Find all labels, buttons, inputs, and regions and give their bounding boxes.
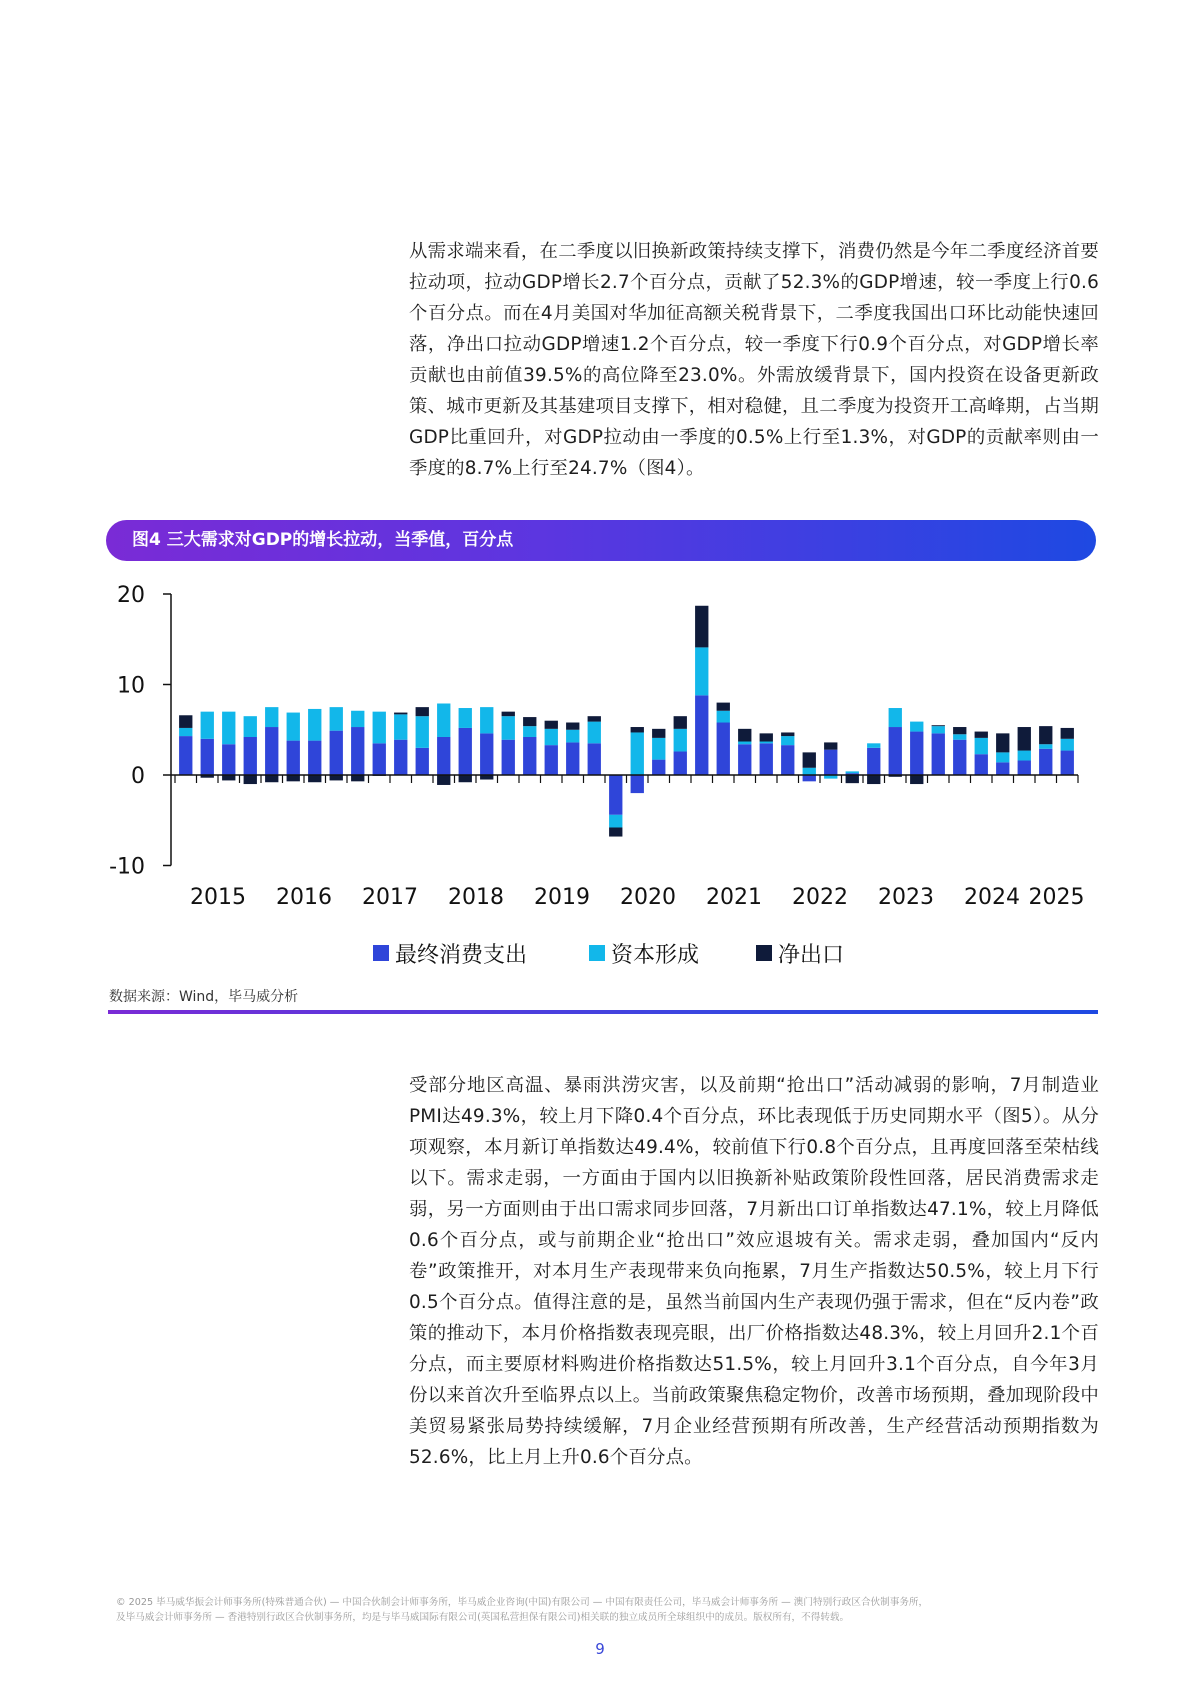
- bar-2024Q1-capital: [953, 734, 966, 739]
- bar-2018Q3-capital: [480, 707, 493, 733]
- bar-2021Q3-consumption: [738, 744, 751, 775]
- bar-2024Q2-capital: [975, 738, 988, 754]
- bar-2017Q2-consumption: [373, 743, 386, 775]
- legend-label-consumption: 最终消费支出: [395, 943, 528, 968]
- bar-2020Q3-capital: [652, 738, 665, 760]
- bar-2018Q4-consumption: [502, 740, 515, 775]
- bar-2024Q4-capital: [1018, 751, 1031, 761]
- paragraph-pmi: 受部分地区高温、暴雨洪涝灾害，以及前期“抢出口”活动减弱的影响，7月制造业PMI达49.3%，较上月下降0.4个百分点，环比表现低于历史同期水平（图5）。从分项观察，本月新订单指数达49.4%，较前值下行0.8个百分点，且再度回落至荣枯线以下。需求走弱，一方面由于国内以旧换新补贴政策阶段性回落，居民消费需求走弱，另一方面则由于出口需求同步回落，7月新出口订单指数达47.1%，较上月降低0.6个百分点，或与前期企业“抢出口”效应退坡有关。需求走弱，叠加国内“反内卷”政策推开，对本月生产表现带来负向拖累，7月生产指数达50.5%，较上月下行0.5个百分点。值得注意的是，虽然当前国内生产表现仍强于需求，但在“反内卷”政策的推动下，本月价格指数表现亮眼，出厂价格指数达48.3%，较上月回升2.1个百分点，而主要原材料购进价格指数达51.5%，较上月回升3.1个百分点，自今年3月份以来首次升至临界点以上。当前政策聚焦稳定物价，改善市场预期，叠加现阶段中美贸易紧张局势持续缓解，7月企业经营预期有所改善，生产经营活动预期指数为52.6%，比上月上升0.6个百分点。: [409, 1075, 1099, 1468]
- bar-2024Q2-net-exports: [975, 732, 988, 738]
- bar-2016Q3-capital: [308, 709, 321, 741]
- data-source-note: 数据来源：Wind，毕马威分析: [109, 989, 299, 1005]
- bar-2015Q4-net-exports: [244, 775, 257, 784]
- x-year-label: 2023: [878, 885, 934, 910]
- bar-2016Q1-capital: [265, 707, 278, 727]
- bar-2018Q1-consumption: [437, 737, 450, 775]
- bar-2024Q1-net-exports: [953, 727, 966, 734]
- bar-2020Q4-net-exports: [674, 716, 687, 729]
- bar-2016Q2-capital: [287, 713, 300, 741]
- bar-2022Q3-net-exports: [824, 742, 837, 749]
- bar-2020Q3-net-exports: [652, 729, 665, 738]
- legend-label-net-exports: 净出口: [778, 943, 845, 968]
- bar-2021Q3-capital: [738, 742, 751, 745]
- bar-2017Q4-consumption: [416, 748, 429, 775]
- bar-2019Q4-net-exports: [588, 716, 601, 721]
- x-year-label: 2015: [190, 885, 246, 910]
- bar-2021Q3-net-exports: [738, 729, 751, 742]
- figure-title-banner: 图4 三大需求对GDP的增长拉动，当季值，百分点: [106, 520, 1096, 561]
- bar-2023Q4-consumption: [932, 733, 945, 775]
- bar-2019Q4-capital: [588, 722, 601, 744]
- legend-swatch-consumption: [373, 945, 389, 961]
- bar-2019Q1-net-exports: [523, 717, 536, 726]
- bar-2020Q1-net-exports: [609, 827, 622, 836]
- bar-2025Q1-net-exports: [1039, 726, 1052, 744]
- y-tick-label: 0: [131, 764, 145, 789]
- bar-2024Q2-consumption: [975, 754, 988, 775]
- legend-label-capital: 资本形成: [611, 943, 700, 968]
- bar-2020Q4-capital: [674, 729, 687, 752]
- y-tick-label: -10: [109, 854, 145, 880]
- bar-2020Q2-consumption: [631, 775, 644, 793]
- bar-2018Q2-consumption: [459, 728, 472, 775]
- bar-2022Q3-consumption: [824, 750, 837, 775]
- bar-2020Q4-consumption: [674, 751, 687, 775]
- bar-2015Q4-consumption: [244, 737, 257, 775]
- bar-2025Q1-capital: [1039, 744, 1052, 749]
- bar-2020Q3-consumption: [652, 760, 665, 775]
- bar-2020Q1-consumption: [609, 775, 622, 815]
- copyright-line-1: © 2025 毕马威华振会计师事务所(特殊普通合伙) — 中国合伙制会计师事务所，毕马威企业咨询(中国)有限公司 — 中国有限责任公司，毕马威会计师事务所 — 澳门特别行政区合伙制事务所，: [116, 1597, 929, 1608]
- bar-2023Q3-capital: [910, 722, 923, 732]
- source-divider: [108, 1010, 1098, 1014]
- bar-2015Q1-net-exports: [179, 715, 192, 728]
- bar-2015Q1-consumption: [179, 736, 192, 775]
- bar-2016Q4-capital: [330, 707, 343, 731]
- bar-2022Q4-net-exports: [846, 775, 859, 783]
- bar-2018Q1-capital: [437, 704, 450, 737]
- bar-2025Q1-consumption: [1039, 749, 1052, 775]
- bar-2018Q4-capital: [502, 716, 515, 740]
- bar-2023Q1-capital: [867, 743, 880, 748]
- x-year-label: 2021: [706, 885, 762, 910]
- bar-2017Q1-consumption: [351, 727, 364, 775]
- bar-2015Q3-consumption: [222, 744, 235, 775]
- bar-2021Q4-consumption: [760, 743, 773, 775]
- x-year-label: 2018: [448, 885, 504, 910]
- bar-2019Q1-capital: [523, 726, 536, 737]
- bar-2017Q3-net-exports: [394, 713, 407, 715]
- x-year-label: 2016: [276, 885, 332, 910]
- bar-2023Q3-consumption: [910, 732, 923, 775]
- bar-2025Q2-net-exports: [1061, 728, 1074, 739]
- page-number: 9: [595, 1640, 605, 1658]
- bar-2019Q2-capital: [545, 729, 558, 745]
- bar-2023Q1-net-exports: [867, 775, 880, 784]
- bar-2019Q3-net-exports: [566, 723, 579, 730]
- gdp-contribution-chart: [0, 565, 1200, 985]
- bar-2016Q1-consumption: [265, 727, 278, 775]
- bar-2015Q3-capital: [222, 712, 235, 745]
- bar-2019Q4-consumption: [588, 743, 601, 775]
- bar-2025Q2-capital: [1061, 739, 1074, 751]
- bar-2016Q3-consumption: [308, 741, 321, 775]
- bar-2022Q1-consumption: [781, 745, 794, 775]
- bar-2019Q3-consumption: [566, 742, 579, 775]
- bar-2021Q1-consumption: [695, 695, 708, 775]
- bar-2017Q3-consumption: [394, 740, 407, 775]
- bar-2023Q2-consumption: [889, 727, 902, 775]
- bar-2021Q1-net-exports: [695, 606, 708, 648]
- bar-2019Q2-consumption: [545, 745, 558, 775]
- bar-2018Q4-net-exports: [502, 712, 515, 717]
- x-year-label: 2024: [964, 885, 1020, 910]
- bar-2022Q2-capital: [803, 768, 816, 775]
- bar-2023Q4-net-exports: [932, 725, 945, 726]
- bar-2025Q2-consumption: [1061, 751, 1074, 775]
- bar-2018Q1-net-exports: [437, 775, 450, 785]
- bar-2015Q4-capital: [244, 716, 257, 737]
- bar-2023Q4-capital: [932, 726, 945, 733]
- bar-2016Q2-net-exports: [287, 775, 300, 781]
- bar-2015Q2-capital: [201, 712, 214, 739]
- copyright-notice: [116, 1595, 1096, 1625]
- bar-2023Q3-net-exports: [910, 775, 923, 784]
- bar-2022Q2-net-exports: [803, 752, 816, 767]
- y-tick-label: 20: [117, 583, 145, 608]
- bar-2021Q2-net-exports: [717, 703, 730, 711]
- bar-2019Q1-consumption: [523, 737, 536, 775]
- bar-2016Q4-net-exports: [330, 775, 343, 780]
- bar-2018Q2-net-exports: [459, 775, 472, 782]
- bar-2024Q4-net-exports: [1018, 727, 1031, 751]
- x-year-label: 2019: [534, 885, 590, 910]
- bar-2020Q2-capital: [631, 732, 644, 775]
- bar-2022Q4-capital: [846, 771, 859, 773]
- x-year-label: 2025: [1028, 885, 1085, 910]
- bar-2015Q2-consumption: [201, 739, 214, 775]
- bar-2024Q4-consumption: [1018, 761, 1031, 775]
- bar-2016Q1-net-exports: [265, 775, 278, 782]
- legend-swatch-net-exports: [756, 945, 772, 961]
- bar-2023Q2-capital: [889, 708, 902, 727]
- legend-swatch-capital: [589, 945, 605, 961]
- bar-2024Q3-net-exports: [996, 733, 1009, 752]
- copyright-line-2: 及毕马威会计师事务所 — 香港特别行政区合伙制事务所，均是与毕马威国际有限公司(英国私营担保有限公司)相关联的独立成员所全球组织中的成员。版权所有，不得转载。: [116, 1612, 850, 1623]
- bar-2022Q1-capital: [781, 736, 794, 745]
- bar-2018Q2-capital: [459, 708, 472, 728]
- bar-2016Q2-consumption: [287, 741, 300, 775]
- bar-2022Q1-net-exports: [781, 732, 794, 736]
- bar-2024Q3-consumption: [996, 762, 1009, 775]
- bar-2020Q1-capital: [609, 815, 622, 828]
- bar-2017Q4-net-exports: [416, 707, 429, 716]
- bar-2015Q1-capital: [179, 728, 192, 736]
- bar-2021Q4-net-exports: [760, 733, 773, 741]
- bar-2015Q3-net-exports: [222, 775, 235, 780]
- bar-2021Q1-capital: [695, 647, 708, 695]
- bar-2021Q2-consumption: [717, 723, 730, 775]
- paragraph-demand: 从需求端来看，在二季度以旧换新政策持续支撑下，消费仍然是今年二季度经济首要拉动项，拉动GDP增长2.7个百分点，贡献了52.3%的GDP增速，较一季度上行0.6个百分点。而在4月美国对华加征高额关税背景下，二季度我国出口环比动能快速回落，净出口拉动GDP增速1.2个百分点，较一季度下行0.9个百分点，对GDP增长率贡献也由前值39.5%的高位降至23.0%。外需放缓背景下，国内投资在设备更新政策、城市更新及其基建项目支撑下，相对稳健，且二季度为投资开工高峰期，占当期GDP比重回升，对GDP拉动由一季度的0.5%上行至1.3%，对GDP的贡献率则由一季度的8.7%上行至24.7%（图4）。: [409, 241, 1099, 479]
- bar-2024Q3-capital: [996, 752, 1009, 762]
- x-year-label: 2020: [620, 885, 676, 910]
- bar-2021Q2-capital: [717, 711, 730, 723]
- bar-2020Q2-net-exports: [631, 727, 644, 732]
- bar-2019Q3-capital: [566, 730, 579, 743]
- x-year-label: 2022: [792, 885, 848, 910]
- bar-2017Q4-capital: [416, 716, 429, 748]
- bar-2021Q4-capital: [760, 742, 773, 744]
- bar-2022Q2-consumption: [803, 775, 816, 781]
- bar-2016Q4-consumption: [330, 731, 343, 775]
- x-year-label: 2017: [362, 885, 418, 910]
- bar-2017Q3-capital: [394, 714, 407, 739]
- bar-2017Q1-net-exports: [351, 775, 364, 781]
- bar-2018Q3-consumption: [480, 733, 493, 775]
- bar-2016Q3-net-exports: [308, 775, 321, 782]
- y-tick-label: 10: [117, 673, 145, 699]
- bar-2019Q2-net-exports: [545, 721, 558, 729]
- bar-2017Q1-capital: [351, 711, 364, 727]
- bar-2023Q1-consumption: [867, 748, 880, 775]
- bar-2017Q2-capital: [373, 712, 386, 744]
- bar-2024Q1-consumption: [953, 740, 966, 775]
